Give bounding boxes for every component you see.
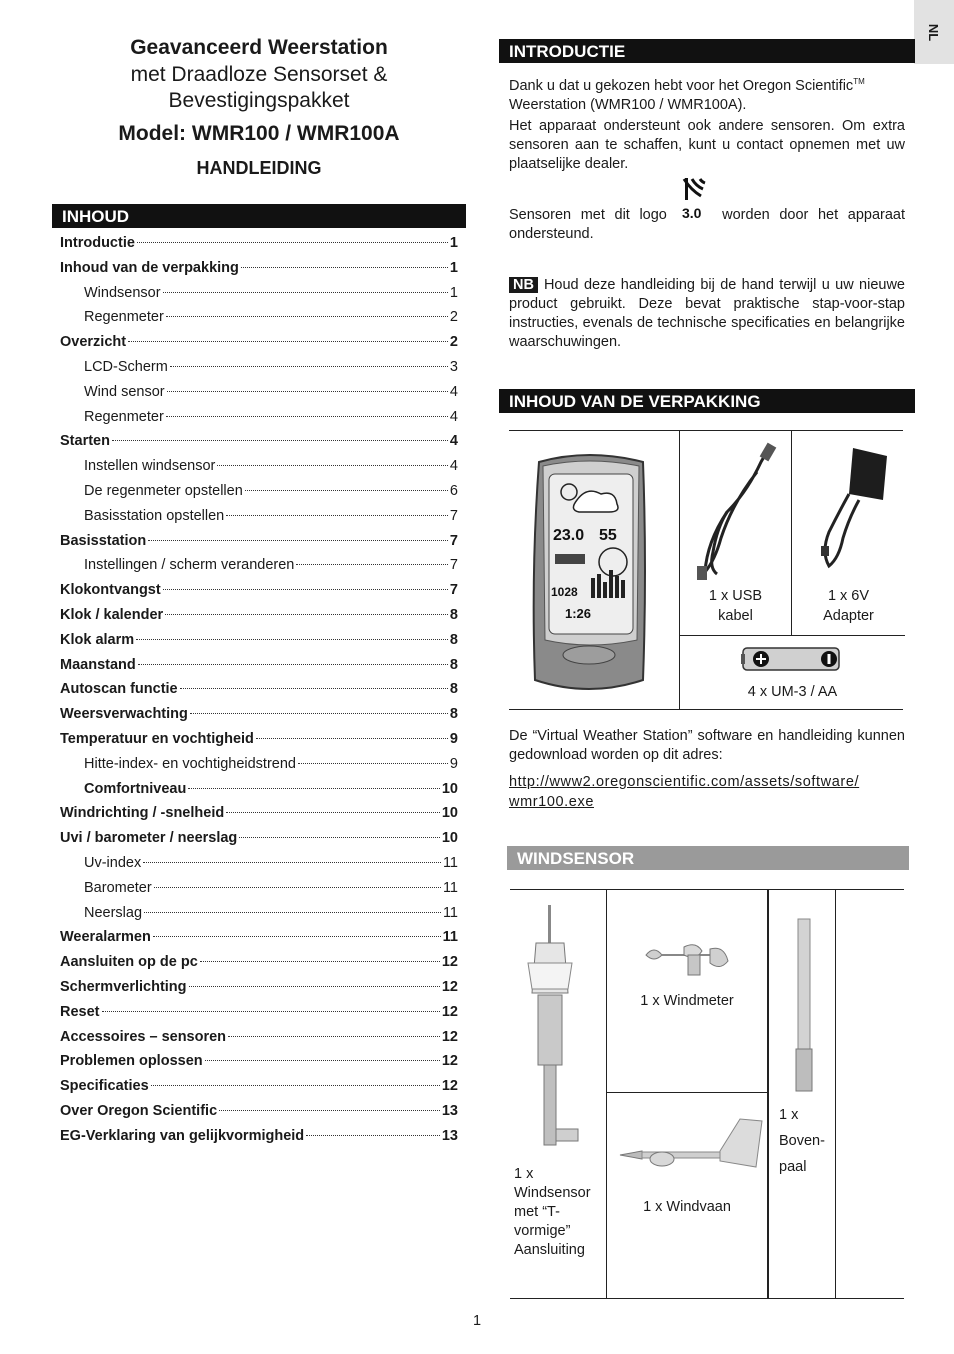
toc-entry[interactable]: [60, 533, 458, 558]
windsensor-caption-line5: Aansluiting: [514, 1242, 585, 1258]
toc-entry-page: 11: [442, 904, 458, 921]
toc-entry[interactable]: [60, 805, 458, 830]
toc-entry-page: 13: [441, 1127, 458, 1144]
toc-entry-label: Autoscan functie: [60, 681, 178, 698]
intro-paragraph-1: [509, 72, 905, 115]
toc-entry[interactable]: [60, 582, 458, 607]
toc-entry-label: Aansluiten op de pc: [60, 954, 198, 971]
toc-entry-label: Windrichting / -snelheid: [60, 805, 225, 822]
windsensor-caption: [514, 1165, 604, 1260]
toc-entry-page: 8: [449, 606, 458, 623]
lcd-barometer: 1028: [551, 585, 578, 599]
toc-leader-dots: [306, 1135, 440, 1136]
toc-entry-label: Wind sensor: [84, 383, 165, 400]
toc-entry-label: Basisstation: [60, 532, 147, 549]
toc-entry[interactable]: [60, 756, 458, 781]
toc-entry-page: 12: [441, 978, 458, 995]
toc-entry-page: 9: [449, 730, 458, 747]
toc-entry[interactable]: [60, 458, 458, 483]
title-line3: Bevestigingspakket: [168, 89, 350, 112]
windsensor-heading: WINDSENSOR: [507, 846, 909, 870]
nb-label: NB: [509, 277, 538, 293]
toc-entry-page: 10: [441, 830, 458, 847]
toc-entry-page: 2: [449, 334, 458, 351]
url-line2[interactable]: wmr100.exe: [509, 794, 594, 810]
intro-p3a: Sensoren met dit logo: [509, 207, 667, 223]
toc-leader-dots: [241, 267, 448, 268]
windsensor-table: [510, 889, 906, 1299]
toc-heading: INHOUD: [52, 204, 466, 228]
usb-cable-image: [687, 442, 783, 582]
toc-entry[interactable]: [60, 483, 458, 508]
toc-entry-page: 7: [449, 532, 458, 549]
toc-entry[interactable]: [60, 632, 458, 657]
toc-entry-label: Klok / kalender: [60, 606, 164, 623]
toc-entry[interactable]: [60, 731, 458, 756]
usb-caption-line1: 1 x USB: [708, 588, 763, 604]
toc-entry[interactable]: [60, 1078, 458, 1103]
pole-caption: [779, 1102, 835, 1180]
toc-leader-dots: [226, 515, 448, 516]
nb-text: Houd deze handleiding bij de hand terwijl u uw nieuwe product gebruikt. Deze bevat praktische stap-voor-stap instructies, evenals de technische specificaties en belangrijke waarschuwingen.: [509, 277, 905, 350]
toc-leader-dots: [228, 1036, 440, 1037]
toc-entry-page: 8: [449, 706, 458, 723]
toc-entry[interactable]: [60, 905, 458, 930]
toc-entry-label: Klok alarm: [60, 631, 135, 648]
toc-entry[interactable]: [60, 508, 458, 533]
intro-heading: INTRODUCTIE: [499, 39, 915, 63]
toc-entry-page: 9: [449, 755, 458, 772]
toc-leader-dots: [296, 564, 448, 565]
windmeter-caption: 1 x Windmeter: [640, 993, 734, 1009]
toc-leader-dots: [153, 936, 441, 937]
pole-caption-line1: 1 x: [779, 1107, 799, 1123]
page-number: 1: [472, 1313, 482, 1329]
table-of-contents: [60, 235, 458, 1152]
toc-leader-dots: [137, 242, 448, 243]
toc-entry-page: 7: [449, 557, 458, 574]
toc-entry[interactable]: [60, 260, 458, 285]
toc-leader-dots: [112, 440, 448, 441]
toc-leader-dots: [245, 490, 448, 491]
language-tab: [914, 0, 954, 64]
model-title: Model: WMR100 / WMR100A: [118, 122, 400, 145]
toc-entry-label: LCD-Scherm: [84, 358, 168, 375]
toc-leader-dots: [239, 837, 440, 838]
battery-image: [739, 644, 843, 674]
manual-title: HANDLEIDING: [196, 158, 322, 178]
toc-entry-page: 12: [441, 1053, 458, 1070]
title-block: [52, 34, 466, 179]
toc-entry[interactable]: [60, 706, 458, 731]
toc-entry[interactable]: [60, 1029, 458, 1054]
toc-entry-page: 6: [449, 482, 458, 499]
toc-leader-dots: [151, 1085, 440, 1086]
toc-leader-dots: [188, 788, 440, 789]
toc-leader-dots: [200, 961, 440, 962]
toc-entry-label: Problemen oplossen: [60, 1053, 203, 1070]
windsensor-caption-line4: vormige”: [514, 1223, 571, 1239]
toc-leader-dots: [189, 986, 440, 987]
windsensor-image: [520, 903, 580, 1163]
toc-entry-page: 1: [449, 259, 458, 276]
toc-leader-dots: [138, 664, 448, 665]
pole-caption-line2: Boven-: [779, 1133, 825, 1149]
toc-entry[interactable]: [60, 830, 458, 855]
intro-paragraph-2: Het apparaat ondersteunt ook andere sensoren. Om extra sensoren aan te schaffen, kunt u contact opnemen met uw plaatselijke dealer.: [509, 118, 905, 172]
toc-entry-page: 12: [441, 1003, 458, 1020]
toc-entry[interactable]: [60, 607, 458, 632]
toc-entry-label: Introductie: [60, 235, 135, 251]
toc-entry-label: Windsensor: [84, 284, 161, 301]
title-line2: met Draadloze Sensorset &: [130, 63, 388, 86]
toc-leader-dots: [154, 887, 441, 888]
toc-entry-page: 10: [441, 805, 458, 822]
toc-leader-dots: [165, 614, 448, 615]
logo-text: 3.0: [682, 205, 702, 220]
toc-entry-label: Klokontvangst: [60, 582, 161, 599]
toc-entry-label: Regenmeter: [84, 309, 164, 326]
toc-entry[interactable]: [60, 1103, 458, 1128]
windsensor-caption-line1: 1 x: [514, 1166, 534, 1182]
toc-entry-label: Weeralarmen: [60, 929, 151, 946]
toc-entry[interactable]: [60, 409, 458, 434]
toc-entry-label: De regenmeter opstellen: [84, 482, 243, 499]
windmeter-image: [640, 939, 736, 979]
toc-entry[interactable]: [60, 657, 458, 682]
toc-entry[interactable]: [60, 1004, 458, 1029]
toc-entry-label: Overzicht: [60, 334, 127, 351]
toc-leader-dots: [128, 341, 448, 342]
toc-entry-label: Inhoud van de verpakking: [60, 259, 239, 276]
nb-paragraph: [509, 276, 905, 352]
toc-entry[interactable]: [60, 433, 458, 458]
usb-caption-line2: kabel: [718, 608, 753, 624]
toc-entry-page: 2: [449, 309, 458, 326]
toc-entry-page: 11: [442, 879, 458, 896]
intro-p1b: Weerstation (WMR100 / WMR100A).: [509, 96, 747, 113]
toc-entry[interactable]: [60, 557, 458, 582]
toc-entry-page: 7: [449, 507, 458, 524]
language-label: NL: [926, 23, 942, 41]
toc-entry[interactable]: [60, 1053, 458, 1078]
intro-p3b: worden door het apparaat ondersteund.: [509, 207, 906, 242]
toc-entry-label: Basisstation opstellen: [84, 507, 225, 524]
toc-entry[interactable]: [60, 954, 458, 979]
toc-entry[interactable]: [60, 1128, 458, 1153]
windvane-caption: 1 x Windvaan: [643, 1199, 731, 1215]
adapter-caption: [792, 586, 905, 626]
toc-entry-label: Temperatuur en vochtigheid: [60, 730, 254, 747]
windvane-image: [616, 1115, 764, 1175]
toc-entry-label: Weersverwachting: [60, 706, 188, 723]
toc-entry-page: 8: [449, 631, 458, 648]
adapter-caption-line1: 1 x 6V: [827, 588, 870, 604]
intro-p1a: Dank u dat u gekozen hebt voor het Oregon Scientific: [509, 77, 854, 94]
toc-leader-dots: [217, 465, 448, 466]
lcd-temperature: 23.0: [553, 527, 585, 544]
toc-entry-label: Schermverlichting: [60, 978, 187, 995]
toc-entry[interactable]: [60, 929, 458, 954]
software-download-link[interactable]: [509, 772, 905, 812]
toc-entry-label: Over Oregon Scientific: [60, 1102, 218, 1119]
toc-entry-label: Accessoires – sensoren: [60, 1028, 227, 1045]
lcd-humidity: 55: [599, 527, 617, 544]
battery-caption: 4 x UM-3 / AA: [747, 684, 838, 700]
toc-entry-label: Instellingen / scherm veranderen: [84, 557, 295, 574]
lcd-time: 1:26: [565, 606, 592, 621]
toc-leader-dots: [144, 912, 441, 913]
windsensor-caption-line2: Windsensor: [514, 1185, 591, 1201]
toc-entry[interactable]: [60, 781, 458, 806]
toc-leader-dots: [148, 540, 448, 541]
software-text: De “Virtual Weather Station” software en handleiding kunnen gedownload worden op dit adres:: [509, 728, 905, 763]
toc-entry-page: 12: [441, 954, 458, 971]
toc-leader-dots: [205, 1060, 440, 1061]
toc-entry[interactable]: [60, 880, 458, 905]
toc-entry-page: 4: [449, 408, 458, 425]
package-heading: INHOUD VAN DE VERPAKKING: [499, 389, 915, 413]
package-contents-table: [509, 430, 905, 710]
toc-entry[interactable]: [60, 235, 458, 260]
toc-entry-label: Uvi / barometer / neerslag: [60, 830, 238, 847]
toc-entry-label: Regenmeter: [84, 408, 164, 425]
toc-leader-dots: [136, 639, 448, 640]
toc-entry-label: Reset: [60, 1003, 100, 1020]
toc-leader-dots: [170, 366, 448, 367]
toc-entry-page: 4: [449, 458, 458, 475]
toc-entry-page: 12: [441, 1028, 458, 1045]
toc-entry-label: Hitte-index- en vochtigheidstrend: [84, 755, 296, 772]
toc-entry-label: Uv-index: [84, 854, 142, 871]
toc-entry-page: 13: [441, 1102, 458, 1119]
toc-entry-page: 7: [449, 582, 458, 599]
pole-caption-line3: paal: [779, 1159, 807, 1175]
upper-pole-image: [792, 917, 816, 1093]
toc-leader-dots: [190, 713, 448, 714]
toc-leader-dots: [256, 738, 448, 739]
toc-leader-dots: [298, 763, 448, 764]
toc-entry-page: 11: [442, 854, 458, 871]
adapter-image: [799, 442, 899, 572]
toc-entry[interactable]: [60, 359, 458, 384]
toc-entry-page: 12: [441, 1078, 458, 1095]
toc-entry-label: Maanstand: [60, 656, 136, 673]
title-line1: Geavanceerd Weerstation: [130, 36, 388, 59]
toc-entry-label: Starten: [60, 433, 110, 450]
adapter-caption-line2: Adapter: [823, 608, 874, 624]
toc-entry-label: Neerslag: [84, 904, 143, 921]
toc-entry-page: 3: [449, 358, 458, 375]
toc-entry-page: 1: [449, 235, 458, 251]
toc-entry[interactable]: [60, 681, 458, 706]
toc-entry-label: Barometer: [84, 879, 152, 896]
toc-entry-page: 8: [449, 681, 458, 698]
toc-entry[interactable]: [60, 979, 458, 1004]
toc-entry[interactable]: [60, 334, 458, 359]
toc-leader-dots: [163, 589, 448, 590]
toc-entry-label: Instellen windsensor: [84, 458, 216, 475]
toc-leader-dots: [102, 1011, 440, 1012]
toc-leader-dots: [219, 1110, 440, 1111]
toc-entry-page: 8: [449, 656, 458, 673]
toc-entry[interactable]: [60, 855, 458, 880]
toc-leader-dots: [180, 688, 448, 689]
url-line1[interactable]: http://www2.oregonscientific.com/assets/software/: [509, 774, 860, 790]
toc-entry[interactable]: [60, 309, 458, 334]
toc-leader-dots: [166, 416, 448, 417]
toc-entry-page: 4: [449, 433, 458, 450]
toc-leader-dots: [163, 292, 448, 293]
toc-entry-page: 1: [449, 284, 458, 301]
toc-entry-page: 10: [441, 780, 458, 797]
toc-leader-dots: [226, 812, 440, 813]
toc-entry-page: 4: [449, 383, 458, 400]
toc-entry-page: 11: [442, 929, 458, 946]
toc-entry[interactable]: [60, 285, 458, 310]
toc-entry[interactable]: [60, 384, 458, 409]
toc-leader-dots: [166, 316, 448, 317]
usb-caption: [680, 586, 791, 626]
trademark-mark: TM: [853, 77, 865, 86]
toc-entry-label: Specificaties: [60, 1078, 149, 1095]
toc-leader-dots: [167, 391, 448, 392]
toc-leader-dots: [143, 862, 441, 863]
wireless-3-0-logo-icon: [681, 176, 713, 220]
toc-entry-label: Comfortniveau: [84, 780, 187, 797]
weather-station-image: [525, 450, 653, 700]
windsensor-caption-line3: met “T-: [514, 1204, 560, 1220]
toc-entry-label: EG-Verklaring van gelijkvormigheid: [60, 1127, 305, 1144]
